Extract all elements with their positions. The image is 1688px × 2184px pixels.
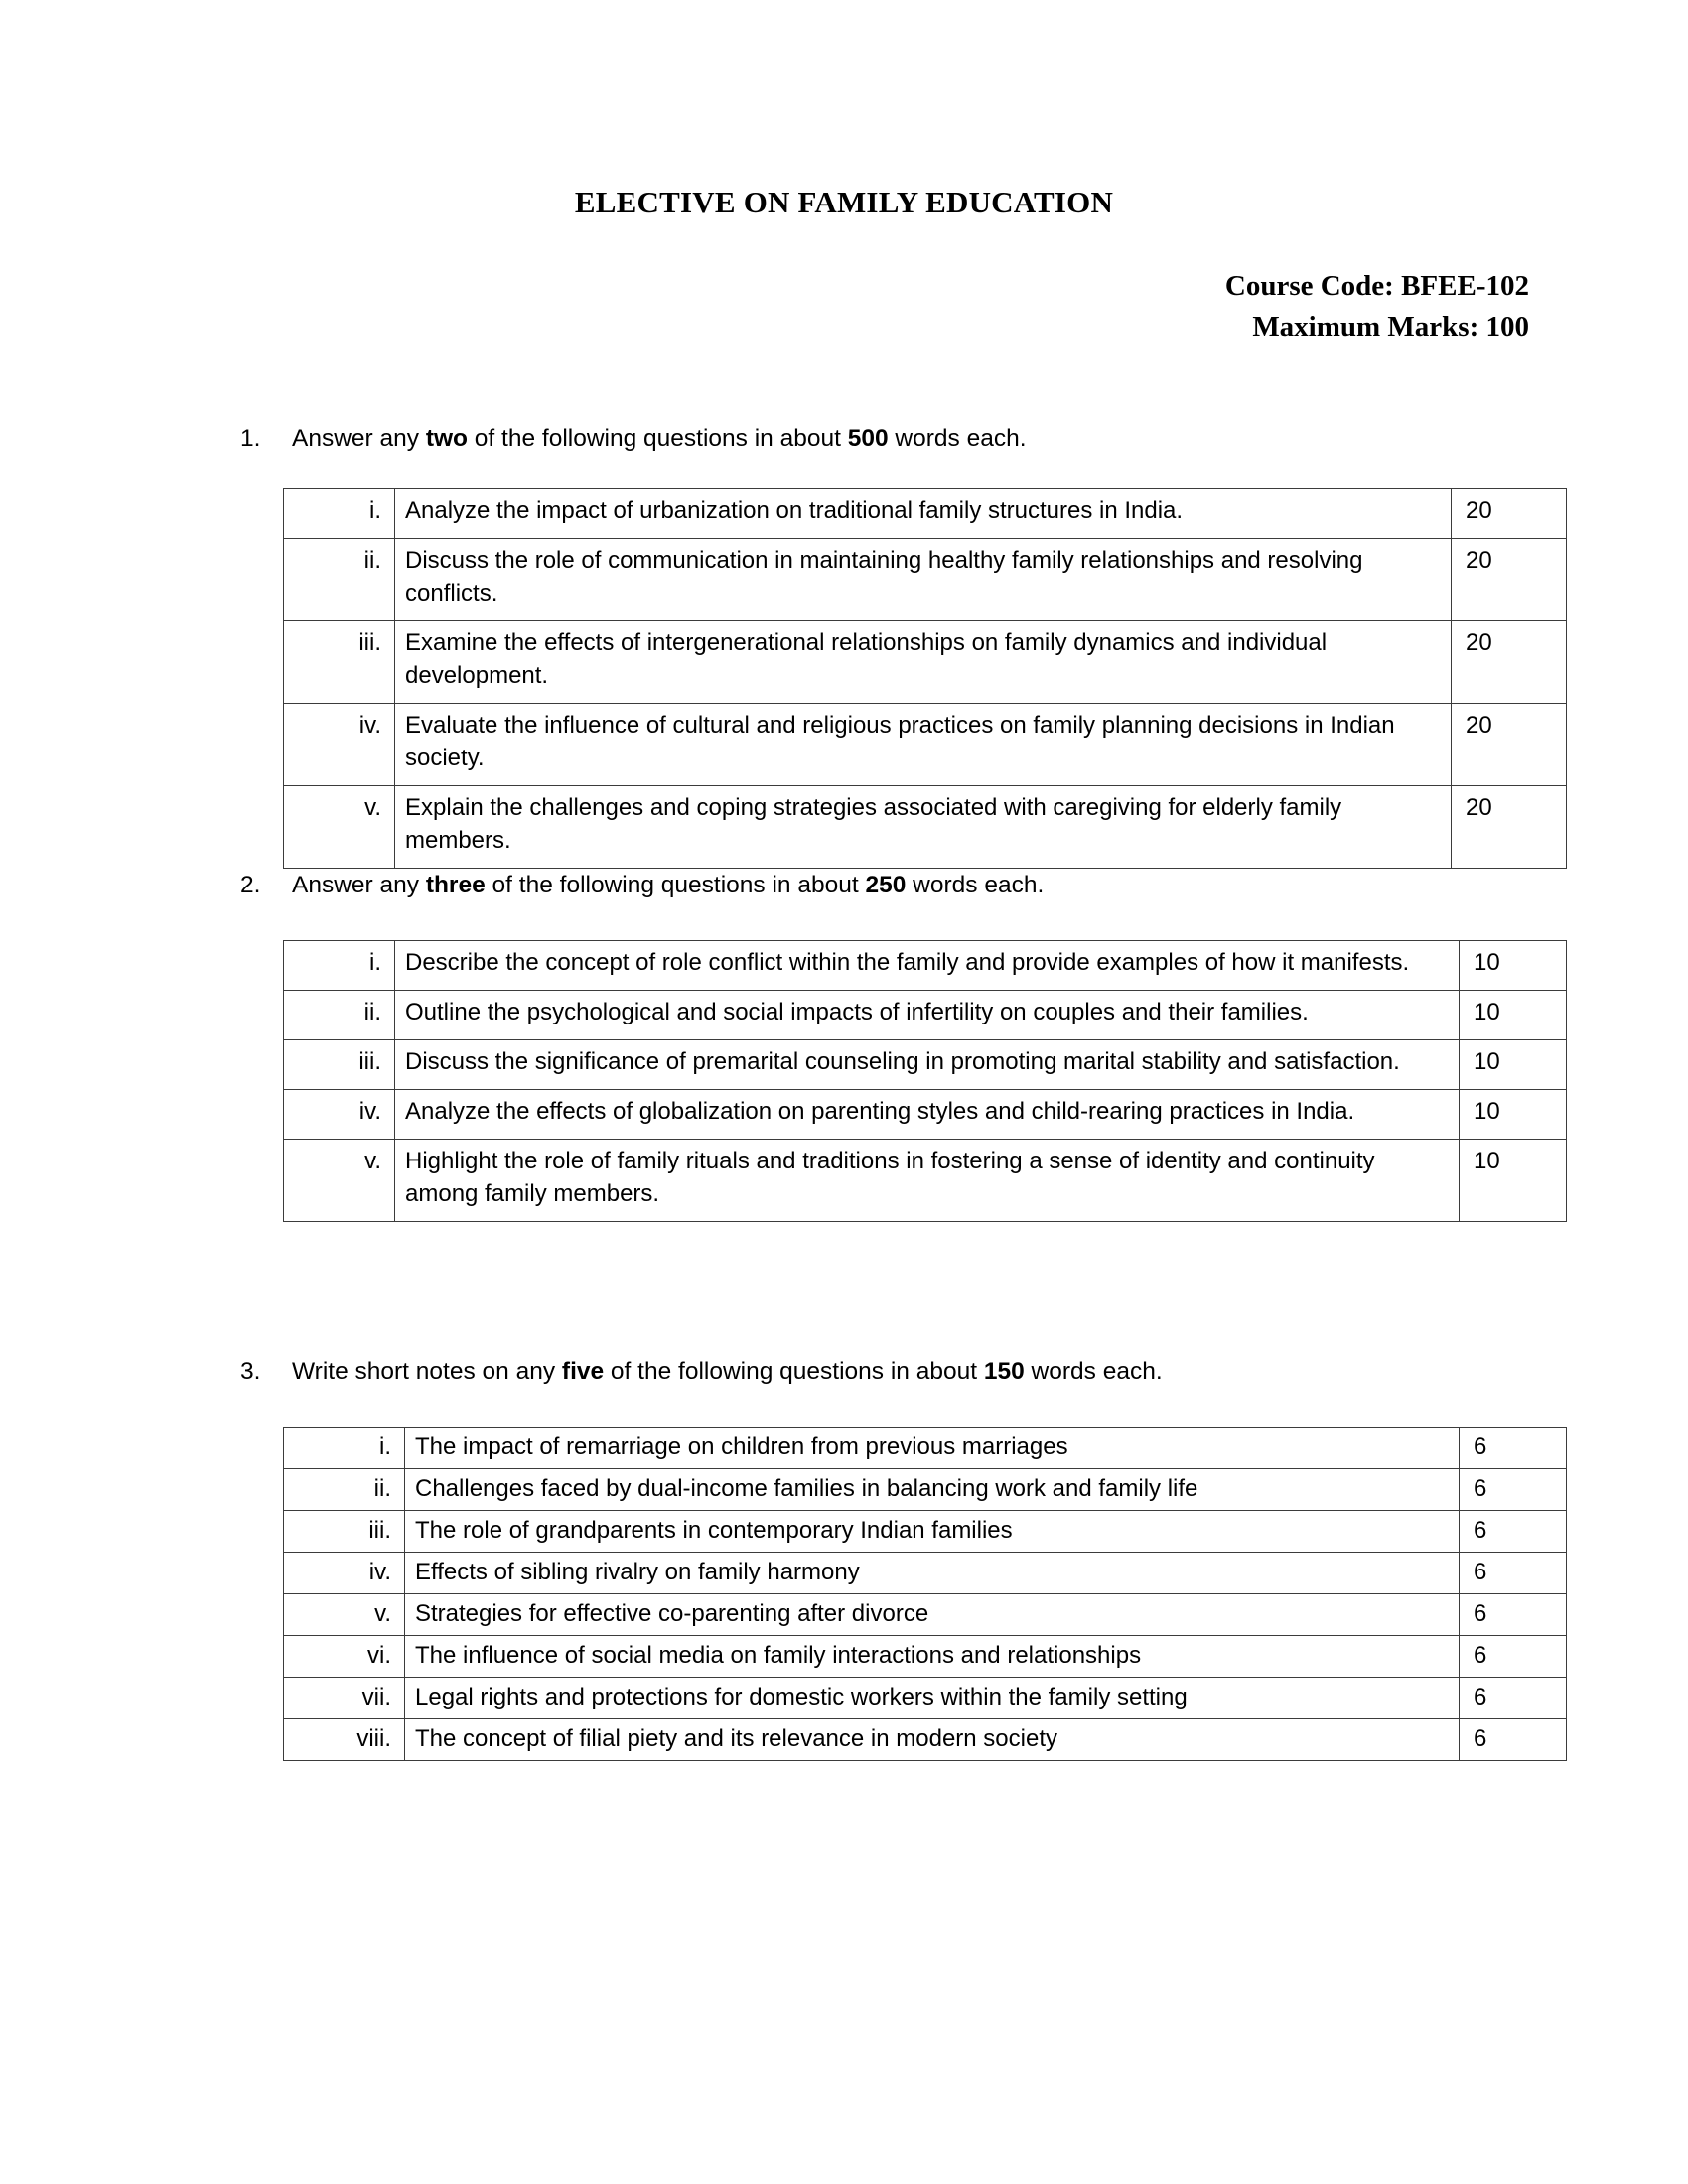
- row-question-text: Analyze the effects of globalization on parenting styles and child-rearing practices in India.: [395, 1090, 1460, 1140]
- questions-table-section-2: [283, 940, 1567, 1222]
- row-question-text: Challenges faced by dual-income families in balancing work and family life: [405, 1469, 1460, 1511]
- row-question-text: The influence of social media on family interactions and relationships: [405, 1636, 1460, 1678]
- row-marks: 20: [1452, 489, 1567, 539]
- instruction-number-1: 1.: [240, 425, 261, 452]
- table-row: [284, 621, 1567, 704]
- course-code-label: Course Code: BFEE-102: [1224, 270, 1529, 302]
- row-numeral: v.: [284, 1594, 405, 1636]
- table-row: [284, 1090, 1567, 1140]
- table-row: [284, 1040, 1567, 1090]
- row-marks: 6: [1460, 1511, 1567, 1553]
- row-marks: 6: [1460, 1636, 1567, 1678]
- row-question-text: The concept of filial piety and its relevance in modern society: [405, 1719, 1460, 1761]
- instruction-number-3: 3.: [240, 1358, 261, 1385]
- table-row: [284, 489, 1567, 539]
- instruction-bold-words-3: 150: [983, 1358, 1025, 1385]
- instruction-bold-count-1: two: [425, 425, 468, 452]
- row-question-text: Discuss the role of communication in maintaining healthy family relationships and resolving conflicts.: [395, 539, 1452, 621]
- row-numeral: i.: [284, 489, 395, 539]
- table-row: [284, 1511, 1567, 1553]
- instruction-text-prefix-2: Answer any: [292, 872, 426, 898]
- row-question-text: Effects of sibling rivalry on family harmony: [405, 1553, 1460, 1594]
- row-marks: 6: [1460, 1678, 1567, 1719]
- row-marks: 6: [1460, 1719, 1567, 1761]
- row-numeral: ii.: [284, 1469, 405, 1511]
- maximum-marks-label: Maximum Marks: 100: [1252, 311, 1529, 342]
- row-marks: 6: [1460, 1469, 1567, 1511]
- row-question-text: Examine the effects of intergenerational relationships on family dynamics and individual development.: [395, 621, 1452, 704]
- table-row: [284, 1140, 1567, 1222]
- row-numeral: viii.: [284, 1719, 405, 1761]
- table-row: [284, 786, 1567, 869]
- table-row: [284, 704, 1567, 786]
- table-row: [284, 539, 1567, 621]
- row-question-text: Discuss the significance of premarital counseling in promoting marital stability and satisfaction.: [395, 1040, 1460, 1090]
- row-marks: 20: [1452, 621, 1567, 704]
- table-row: [284, 991, 1567, 1040]
- row-numeral: vii.: [284, 1678, 405, 1719]
- row-marks: 10: [1460, 1040, 1567, 1090]
- instruction-text-mid-2: of the following questions in about: [485, 872, 866, 898]
- table-row: [284, 941, 1567, 991]
- questions-table-section-1: [283, 488, 1567, 869]
- instruction-text-prefix-1: Answer any: [292, 425, 426, 452]
- row-marks: 6: [1460, 1594, 1567, 1636]
- row-numeral: i.: [284, 941, 395, 991]
- row-marks: 10: [1460, 1140, 1567, 1222]
- row-numeral: iii.: [284, 1511, 405, 1553]
- row-marks: 20: [1452, 704, 1567, 786]
- instruction-text-mid-3: of the following questions in about: [604, 1358, 984, 1385]
- row-question-text: Analyze the impact of urbanization on traditional family structures in India.: [395, 489, 1452, 539]
- row-numeral: i.: [284, 1428, 405, 1469]
- instruction-line-2: [240, 871, 1561, 900]
- instruction-number-2: 2.: [240, 872, 261, 898]
- questions-table-section-3: [283, 1427, 1567, 1761]
- row-marks: 10: [1460, 941, 1567, 991]
- row-question-text: Highlight the role of family rituals and traditions in fostering a sense of identity and continuity among family members.: [395, 1140, 1460, 1222]
- page-title: ELECTIVE ON FAMILY EDUCATION: [574, 185, 1114, 219]
- row-marks: 10: [1460, 1090, 1567, 1140]
- row-numeral: v.: [284, 1140, 395, 1222]
- instruction-bold-count-2: three: [425, 872, 486, 898]
- row-numeral: vi.: [284, 1636, 405, 1678]
- row-numeral: iii.: [284, 1040, 395, 1090]
- row-question-text: Legal rights and protections for domestic workers within the family setting: [405, 1678, 1460, 1719]
- instruction-bold-count-3: five: [561, 1358, 605, 1385]
- row-question-text: Outline the psychological and social impacts of infertility on couples and their families.: [395, 991, 1460, 1040]
- table-row: [284, 1469, 1567, 1511]
- instruction-text-suffix-3: words each.: [1024, 1358, 1163, 1385]
- row-numeral: iii.: [284, 621, 395, 704]
- instruction-text-suffix-2: words each.: [906, 872, 1045, 898]
- row-marks: 10: [1460, 991, 1567, 1040]
- row-numeral: iv.: [284, 1090, 395, 1140]
- course-meta-block: [1225, 266, 1529, 347]
- table-row: [284, 1636, 1567, 1678]
- table-row: [284, 1719, 1567, 1761]
- row-question-text: Strategies for effective co-parenting after divorce: [405, 1594, 1460, 1636]
- instruction-text-mid-1: of the following questions in about: [468, 425, 848, 452]
- row-question-text: Describe the concept of role conflict within the family and provide examples of how it manifests.: [395, 941, 1460, 991]
- table-row: [284, 1678, 1567, 1719]
- row-numeral: iv.: [284, 1553, 405, 1594]
- row-numeral: iv.: [284, 704, 395, 786]
- table-row: [284, 1553, 1567, 1594]
- table-row: [284, 1594, 1567, 1636]
- instruction-text-prefix-3: Write short notes on any: [292, 1358, 562, 1385]
- instruction-bold-words-2: 250: [865, 872, 907, 898]
- row-question-text: The impact of remarriage on children from previous marriages: [405, 1428, 1460, 1469]
- instruction-bold-words-1: 500: [847, 425, 889, 452]
- row-question-text: The role of grandparents in contemporary Indian families: [405, 1511, 1460, 1553]
- row-numeral: ii.: [284, 539, 395, 621]
- row-question-text: Evaluate the influence of cultural and religious practices on family planning decisions in Indian society.: [395, 704, 1452, 786]
- row-numeral: ii.: [284, 991, 395, 1040]
- row-marks: 6: [1460, 1428, 1567, 1469]
- row-marks: 20: [1452, 539, 1567, 621]
- table-row: [284, 1428, 1567, 1469]
- row-marks: 6: [1460, 1553, 1567, 1594]
- instruction-line-3: [240, 1357, 1561, 1387]
- instruction-line-1: [240, 424, 1561, 454]
- instruction-text-suffix-1: words each.: [888, 425, 1027, 452]
- row-marks: 20: [1452, 786, 1567, 869]
- row-question-text: Explain the challenges and coping strategies associated with caregiving for elderly family members.: [395, 786, 1452, 869]
- row-numeral: v.: [284, 786, 395, 869]
